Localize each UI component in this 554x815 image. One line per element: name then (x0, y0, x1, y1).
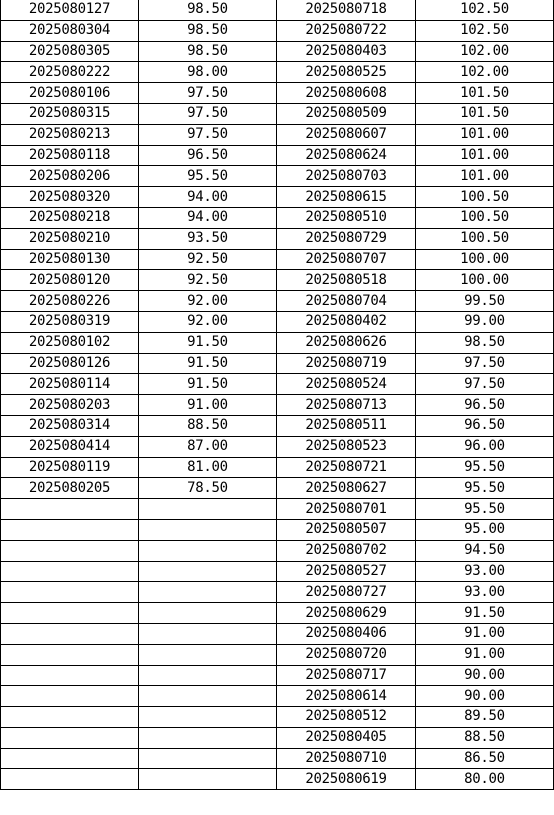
candidate-id-left-cell (1, 519, 139, 540)
table-row (1, 561, 554, 582)
candidate-id-left-cell (1, 707, 139, 728)
candidate-id-left-cell: 2025080119 (1, 457, 139, 478)
score-left-cell (139, 519, 277, 540)
score-right-cell: 99.00 (416, 311, 554, 332)
score-table-body (1, 0, 554, 790)
score-right-cell: 96.00 (416, 436, 554, 457)
candidate-id-right-cell: 2025080627 (277, 478, 416, 499)
candidate-id-left-cell (1, 623, 139, 644)
candidate-id-left-cell: 2025080222 (1, 62, 139, 83)
candidate-id-right-cell: 2025080527 (277, 561, 416, 582)
candidate-id-right-cell: 2025080512 (277, 707, 416, 728)
candidate-id-right-cell: 2025080510 (277, 207, 416, 228)
candidate-id-left-cell (1, 499, 139, 520)
score-left-cell: 94.00 (139, 207, 277, 228)
score-left-cell: 93.50 (139, 228, 277, 249)
score-right-cell: 102.50 (416, 0, 554, 20)
table-row (1, 644, 554, 665)
score-left-cell: 97.50 (139, 83, 277, 104)
candidate-id-right-cell: 2025080720 (277, 644, 416, 665)
table-row (1, 436, 554, 457)
table-row (1, 540, 554, 561)
candidate-id-right-cell: 2025080406 (277, 623, 416, 644)
candidate-id-right-cell: 2025080721 (277, 457, 416, 478)
score-left-cell: 97.50 (139, 124, 277, 145)
candidate-id-right-cell: 2025080608 (277, 83, 416, 104)
score-left-cell: 98.50 (139, 20, 277, 41)
table-row (1, 187, 554, 208)
score-left-cell: 92.00 (139, 291, 277, 312)
table-row (1, 457, 554, 478)
candidate-id-left-cell (1, 603, 139, 624)
score-right-cell: 100.50 (416, 228, 554, 249)
candidate-id-left-cell: 2025080226 (1, 291, 139, 312)
score-left-cell: 98.50 (139, 41, 277, 62)
table-row (1, 603, 554, 624)
score-left-cell: 95.50 (139, 166, 277, 187)
score-left-cell (139, 644, 277, 665)
table-row (1, 41, 554, 62)
table-row (1, 124, 554, 145)
candidate-id-left-cell: 2025080205 (1, 478, 139, 499)
score-right-cell: 96.50 (416, 395, 554, 416)
score-right-cell: 93.00 (416, 561, 554, 582)
score-left-cell (139, 686, 277, 707)
candidate-id-left-cell: 2025080305 (1, 41, 139, 62)
score-right-cell: 90.00 (416, 686, 554, 707)
candidate-id-left-cell (1, 769, 139, 790)
table-row (1, 62, 554, 83)
score-left-cell: 98.50 (139, 0, 277, 20)
score-right-cell: 101.50 (416, 83, 554, 104)
table-row (1, 623, 554, 644)
score-left-cell: 92.50 (139, 249, 277, 270)
candidate-id-right-cell: 2025080523 (277, 436, 416, 457)
table-row (1, 83, 554, 104)
table-row (1, 145, 554, 166)
candidate-id-left-cell (1, 748, 139, 769)
candidate-id-right-cell: 2025080722 (277, 20, 416, 41)
candidate-id-right-cell: 2025080619 (277, 769, 416, 790)
table-row (1, 582, 554, 603)
score-left-cell: 88.50 (139, 415, 277, 436)
score-right-cell: 80.00 (416, 769, 554, 790)
score-right-cell: 100.50 (416, 187, 554, 208)
candidate-id-right-cell: 2025080717 (277, 665, 416, 686)
score-left-cell (139, 561, 277, 582)
candidate-id-left-cell: 2025080218 (1, 207, 139, 228)
score-right-cell: 102.00 (416, 62, 554, 83)
candidate-id-right-cell: 2025080702 (277, 540, 416, 561)
score-left-cell: 92.50 (139, 270, 277, 291)
score-right-cell: 100.00 (416, 249, 554, 270)
score-right-cell: 101.00 (416, 145, 554, 166)
candidate-id-left-cell: 2025080127 (1, 0, 139, 20)
candidate-id-left-cell: 2025080206 (1, 166, 139, 187)
score-left-cell: 98.00 (139, 62, 277, 83)
candidate-id-right-cell: 2025080507 (277, 519, 416, 540)
score-right-cell: 86.50 (416, 748, 554, 769)
candidate-id-left-cell: 2025080126 (1, 353, 139, 374)
candidate-id-left-cell: 2025080319 (1, 311, 139, 332)
score-left-cell: 87.00 (139, 436, 277, 457)
table-row (1, 499, 554, 520)
score-left-cell: 97.50 (139, 103, 277, 124)
candidate-id-left-cell (1, 665, 139, 686)
score-right-cell: 89.50 (416, 707, 554, 728)
table-row (1, 519, 554, 540)
score-left-cell (139, 665, 277, 686)
score-right-cell: 97.50 (416, 374, 554, 395)
score-right-cell: 91.00 (416, 623, 554, 644)
score-left-cell: 91.50 (139, 374, 277, 395)
table-row (1, 727, 554, 748)
score-right-cell: 95.50 (416, 457, 554, 478)
table-row (1, 291, 554, 312)
score-right-cell: 99.50 (416, 291, 554, 312)
score-left-cell (139, 707, 277, 728)
table-row (1, 0, 554, 20)
candidate-id-right-cell: 2025080524 (277, 374, 416, 395)
score-right-cell: 98.50 (416, 332, 554, 353)
table-row (1, 103, 554, 124)
candidate-id-right-cell: 2025080607 (277, 124, 416, 145)
candidate-id-right-cell: 2025080710 (277, 748, 416, 769)
score-right-cell: 88.50 (416, 727, 554, 748)
candidate-id-right-cell: 2025080704 (277, 291, 416, 312)
candidate-id-left-cell: 2025080213 (1, 124, 139, 145)
score-left-cell: 81.00 (139, 457, 277, 478)
candidate-id-right-cell: 2025080727 (277, 582, 416, 603)
score-right-cell: 95.00 (416, 519, 554, 540)
candidate-id-left-cell: 2025080114 (1, 374, 139, 395)
candidate-id-right-cell: 2025080707 (277, 249, 416, 270)
candidate-id-left-cell (1, 540, 139, 561)
candidate-id-right-cell: 2025080713 (277, 395, 416, 416)
table-row (1, 228, 554, 249)
score-right-cell: 91.00 (416, 644, 554, 665)
candidate-id-right-cell: 2025080402 (277, 311, 416, 332)
candidate-id-left-cell: 2025080304 (1, 20, 139, 41)
candidate-id-right-cell: 2025080701 (277, 499, 416, 520)
candidate-id-right-cell: 2025080703 (277, 166, 416, 187)
table-row (1, 353, 554, 374)
score-left-cell: 96.50 (139, 145, 277, 166)
candidate-id-right-cell: 2025080403 (277, 41, 416, 62)
candidate-id-right-cell: 2025080511 (277, 415, 416, 436)
score-left-cell (139, 748, 277, 769)
candidate-id-left-cell (1, 582, 139, 603)
candidate-id-right-cell: 2025080719 (277, 353, 416, 374)
score-right-cell: 101.00 (416, 124, 554, 145)
candidate-id-left-cell: 2025080210 (1, 228, 139, 249)
score-left-cell (139, 603, 277, 624)
candidate-id-right-cell: 2025080509 (277, 103, 416, 124)
candidate-id-left-cell: 2025080130 (1, 249, 139, 270)
candidate-id-left-cell (1, 561, 139, 582)
score-right-cell: 101.50 (416, 103, 554, 124)
table-row (1, 249, 554, 270)
candidate-id-right-cell: 2025080629 (277, 603, 416, 624)
table-row (1, 415, 554, 436)
table-row (1, 748, 554, 769)
score-left-cell (139, 582, 277, 603)
score-right-cell: 96.50 (416, 415, 554, 436)
table-row (1, 332, 554, 353)
score-right-cell: 100.50 (416, 207, 554, 228)
score-left-cell: 78.50 (139, 478, 277, 499)
candidate-id-right-cell: 2025080729 (277, 228, 416, 249)
table-row (1, 166, 554, 187)
table-row (1, 769, 554, 790)
score-right-cell: 95.50 (416, 478, 554, 499)
score-right-cell: 93.00 (416, 582, 554, 603)
candidate-id-left-cell: 2025080106 (1, 83, 139, 104)
score-right-cell: 94.50 (416, 540, 554, 561)
candidate-id-left-cell: 2025080102 (1, 332, 139, 353)
candidate-id-left-cell: 2025080203 (1, 395, 139, 416)
score-left-cell: 91.50 (139, 353, 277, 374)
candidate-id-left-cell (1, 686, 139, 707)
score-right-cell: 95.50 (416, 499, 554, 520)
score-right-cell: 102.50 (416, 20, 554, 41)
candidate-id-right-cell: 2025080718 (277, 0, 416, 20)
candidate-id-left-cell: 2025080414 (1, 436, 139, 457)
table-row (1, 311, 554, 332)
candidate-id-left-cell: 2025080315 (1, 103, 139, 124)
table-row (1, 686, 554, 707)
candidate-id-right-cell: 2025080614 (277, 686, 416, 707)
table-row (1, 395, 554, 416)
score-right-cell: 102.00 (416, 41, 554, 62)
score-right-cell: 91.50 (416, 603, 554, 624)
score-left-cell: 92.00 (139, 311, 277, 332)
candidate-id-right-cell: 2025080525 (277, 62, 416, 83)
candidate-id-right-cell: 2025080626 (277, 332, 416, 353)
candidate-id-left-cell: 2025080320 (1, 187, 139, 208)
score-left-cell (139, 499, 277, 520)
table-row (1, 707, 554, 728)
table-row (1, 207, 554, 228)
candidate-id-right-cell: 2025080405 (277, 727, 416, 748)
candidate-id-right-cell: 2025080518 (277, 270, 416, 291)
score-right-cell: 100.00 (416, 270, 554, 291)
score-left-cell (139, 769, 277, 790)
table-row (1, 478, 554, 499)
table-row (1, 20, 554, 41)
score-left-cell: 91.50 (139, 332, 277, 353)
candidate-id-right-cell: 2025080624 (277, 145, 416, 166)
score-right-cell: 97.50 (416, 353, 554, 374)
candidate-id-right-cell: 2025080615 (277, 187, 416, 208)
table-row (1, 270, 554, 291)
candidate-id-left-cell: 2025080314 (1, 415, 139, 436)
score-left-cell: 91.00 (139, 395, 277, 416)
score-left-cell (139, 727, 277, 748)
score-right-cell: 101.00 (416, 166, 554, 187)
candidate-id-left-cell: 2025080118 (1, 145, 139, 166)
score-left-cell (139, 540, 277, 561)
table-row (1, 374, 554, 395)
candidate-id-left-cell: 2025080120 (1, 270, 139, 291)
table-row (1, 665, 554, 686)
score-right-cell: 90.00 (416, 665, 554, 686)
candidate-id-left-cell (1, 644, 139, 665)
score-left-cell (139, 623, 277, 644)
score-left-cell: 94.00 (139, 187, 277, 208)
candidate-id-left-cell (1, 727, 139, 748)
